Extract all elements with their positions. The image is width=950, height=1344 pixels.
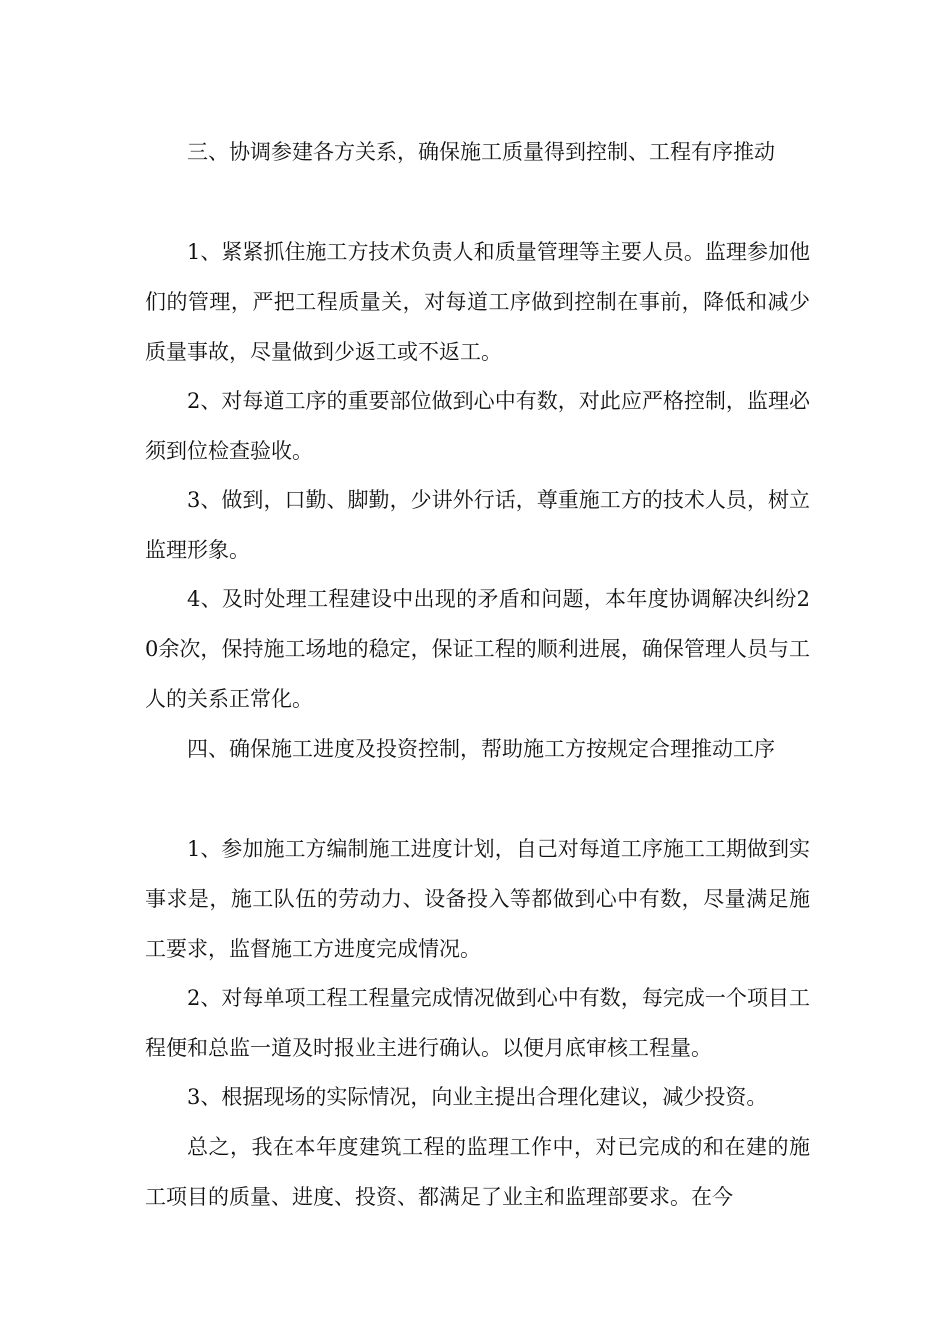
paragraph-3-2: 2、对每道工序的重要部位做到心中有数，对此应严格控制，监理必须到位检查验收。 bbox=[145, 389, 810, 463]
section-heading-3: 三、协调参建各方关系，确保施工质量得到控制、工程有序推动 bbox=[187, 140, 775, 164]
paragraph-4-3: 3、根据现场的实际情况，向业主提出合理化建议，减少投资。 bbox=[187, 1085, 768, 1109]
section-heading-4: 四、确保施工进度及投资控制，帮助施工方按规定合理推动工序 bbox=[187, 737, 775, 761]
paragraph-summary: 总之，我在本年度建筑工程的监理工作中，对已完成的和在建的施工项目的质量、进度、投资、都满足了业主和监理部要求。在今 bbox=[145, 1135, 810, 1209]
paragraph-3-3: 3、做到，口勤、脚勤，少讲外行话，尊重施工方的技术人员，树立监理形象。 bbox=[145, 488, 810, 562]
paragraph-3-4: 4、及时处理工程建设中出现的矛盾和问题，本年度协调解决纠纷20余次，保持施工场地的稳定，保证工程的顺利进展，确保管理人员与工人的关系正常化。 bbox=[145, 587, 810, 711]
paragraph-4-2: 2、对每单项工程工程量完成情况做到心中有数，每完成一个项目工程便和总监一道及时报业主进行确认。以便月底审核工程量。 bbox=[145, 986, 810, 1060]
paragraph-4-1: 1、参加施工方编制施工进度计划，自己对每道工序施工工期做到实事求是，施工队伍的劳动力、设备投入等都做到心中有数，尽量满足施工要求，监督施工方进度完成情况。 bbox=[145, 837, 810, 961]
paragraph-3-1: 1、紧紧抓住施工方技术负责人和质量管理等主要人员。监理参加他们的管理，严把工程质量关，对每道工序做到控制在事前，降低和减少质量事故，尽量做到少返工或不返工。 bbox=[145, 240, 810, 364]
